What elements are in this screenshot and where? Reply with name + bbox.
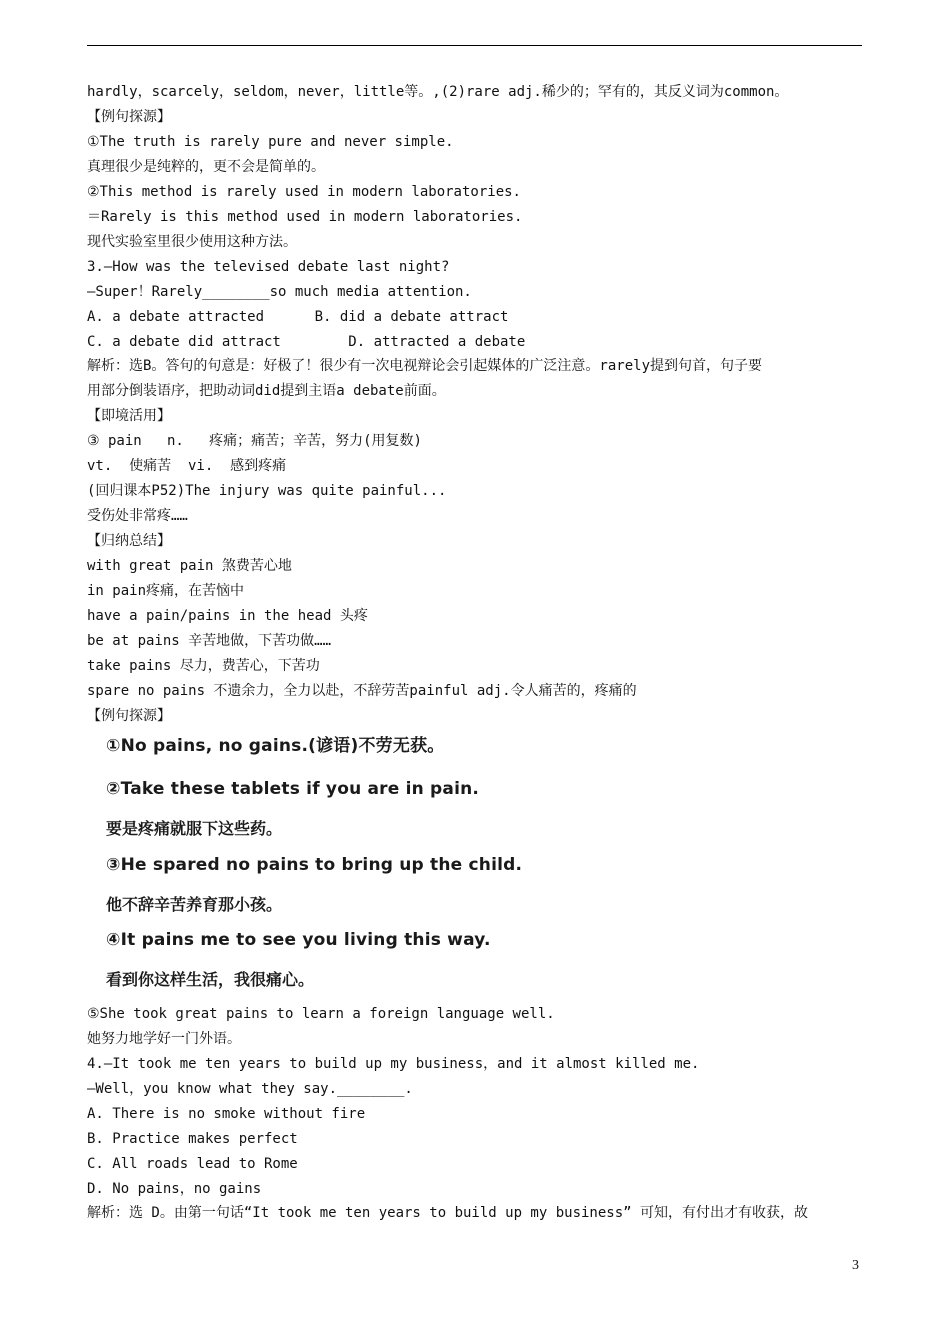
- text-line: ②This method is rarely used in modern laboratories.: [87, 184, 521, 200]
- example-sentence: ③He spared no pains to bring up the child.: [106, 855, 523, 875]
- text-line: hardly，scarcely，seldom，never，little等。,(2)rare adj.稀少的；罕有的，其反义词为common。: [87, 84, 789, 100]
- text-line: ＝Rarely is this method used in modern laboratories.: [87, 209, 523, 225]
- analysis-line: 用部分倒装语序，把助动词did提到主语a debate前面。: [87, 383, 446, 399]
- option-line: C. a debate did attract D. attracted a debate: [87, 334, 526, 350]
- analysis-line: 解析：选B。答句的句意是：好极了！很少有一次电视辩论会引起媒体的广泛注意。rarely提到句首，句子要: [87, 358, 762, 374]
- phrase-line: be at pains 辛苦地做，下苦功做……: [87, 633, 332, 649]
- example-translation: 他不辞辛苦养育那小孩。: [106, 895, 283, 914]
- section-heading: 【例句探源】: [87, 708, 171, 724]
- phrase-line: spare no pains 不遗余力，全力以赴，不辞劳苦painful adj.令人痛苦的，疼痛的: [87, 683, 637, 699]
- text-line: 真理很少是纯粹的，更不会是简单的。: [87, 159, 325, 175]
- question-line: —Well，you know what they say.________.: [87, 1081, 413, 1097]
- text-line: (回归课本P52)The injury was quite painful...: [87, 483, 447, 499]
- text-line: ⑤She took great pains to learn a foreign language well.: [87, 1006, 555, 1022]
- option-line: A. There is no smoke without fire: [87, 1106, 366, 1122]
- option-line: C. All roads lead to Rome: [87, 1156, 298, 1172]
- question-line: 4.—It took me ten years to build up my business，and it almost killed me.: [87, 1056, 700, 1072]
- example-translation: 看到你这样生活，我很痛心。: [106, 970, 315, 989]
- section-heading: 【例句探源】: [87, 109, 171, 125]
- example-translation: 要是疼痛就服下这些药。: [106, 819, 283, 838]
- option-line: A. a debate attracted B. did a debate attract: [87, 309, 509, 325]
- text-line: vt. 使痛苦 vi. 感到疼痛: [87, 458, 287, 474]
- option-line: D. No pains，no gains: [87, 1181, 262, 1197]
- header-rule: [87, 45, 862, 46]
- section-heading: 【即境活用】: [87, 408, 171, 424]
- section-heading: 【归纳总结】: [87, 533, 171, 549]
- phrase-line: take pains 尽力，费苦心，下苦功: [87, 658, 320, 674]
- example-sentence: ②Take these tablets if you are in pain.: [106, 779, 480, 799]
- phrase-line: in pain疼痛，在苦恼中: [87, 583, 245, 599]
- option-line: B. Practice makes perfect: [87, 1131, 298, 1147]
- phrase-line: with great pain 煞费苦心地: [87, 558, 292, 574]
- example-sentence: ①No pains, no gains.(谚语)不劳无获。: [106, 736, 445, 756]
- question-line: —Super！Rarely________so much media attention.: [87, 284, 472, 300]
- example-sentence: ④It pains me to see you living this way.: [106, 930, 491, 950]
- text-line: 受伤处非常疼……: [87, 508, 188, 524]
- text-line: 现代实验室里很少使用这种方法。: [87, 234, 297, 250]
- analysis-line: 解析：选 D。由第一句话“It took me ten years to build up my business” 可知，有付出才有收获，故: [87, 1205, 809, 1221]
- phrase-line: have a pain/pains in the head 头疼: [87, 608, 368, 624]
- question-line: 3.—How was the televised debate last night?: [87, 259, 450, 275]
- example-sentences-image: [100, 727, 523, 995]
- text-line: ①The truth is rarely pure and never simple.: [87, 134, 454, 150]
- page-number: 3: [852, 1258, 859, 1273]
- text-line: ③ pain n. 疼痛；痛苦；辛苦，努力(用复数): [87, 433, 422, 449]
- text-line: 她努力地学好一门外语。: [87, 1031, 241, 1047]
